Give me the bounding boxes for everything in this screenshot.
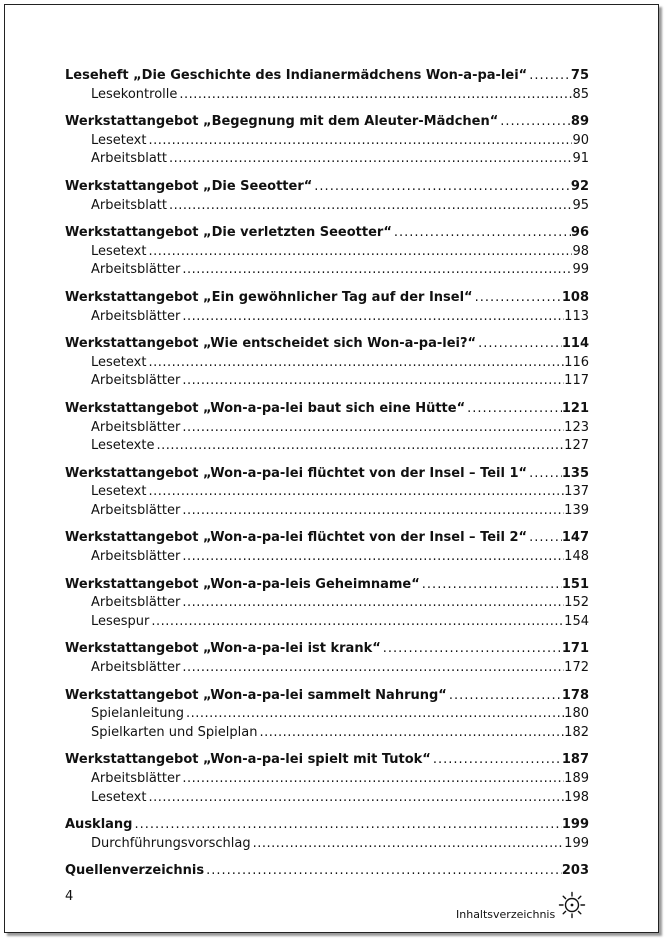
toc-subentry-label: Arbeitsblatt: [91, 197, 167, 213]
toc-section: [65, 224, 589, 280]
leader-dots: [154, 437, 564, 456]
leader-dots: [184, 705, 564, 724]
leader-dots: [465, 400, 562, 419]
leader-dots: [527, 67, 571, 86]
toc-entry-page: 92: [570, 178, 589, 194]
leader-dots: [431, 751, 562, 770]
toc-subentry: [65, 308, 589, 327]
toc-entry-page: 121: [561, 400, 589, 416]
toc-subentry: [65, 502, 589, 521]
toc-entry: [65, 751, 589, 770]
toc-entry-title: Leseheft „Die Geschichte des Indianermädchens Won-a-pa-lei“: [65, 68, 528, 83]
toc-entry-page: 135: [561, 465, 589, 481]
toc-subentry-label: Lesetext: [91, 484, 147, 500]
leader-dots: [146, 789, 564, 808]
toc-entry: [65, 224, 589, 243]
toc-entry-title: Werkstattangebot „Won-a-pa-lei spielt mit Tutok“: [65, 752, 431, 768]
leader-dots: [180, 594, 564, 613]
leader-dots: [146, 243, 572, 262]
toc-subentry-page: 182: [564, 724, 589, 740]
toc-section: [65, 178, 589, 215]
toc-section: [65, 576, 589, 632]
toc-subentry-label: Durchführungsvorschlag: [91, 835, 251, 851]
toc-subentry-page: 172: [564, 660, 589, 676]
toc-section: [65, 816, 589, 853]
toc-section: [65, 113, 589, 169]
document-page: [4, 4, 659, 933]
toc-subentry-page: 137: [564, 484, 589, 500]
toc-entry-page: 114: [561, 336, 589, 352]
toc-subentry-page: 139: [564, 502, 589, 518]
toc-entry-title: Ausklang: [65, 817, 133, 833]
toc-entry-page: 151: [561, 576, 589, 592]
leader-dots: [498, 113, 571, 132]
section-label: Inhaltsverzeichnis: [456, 908, 556, 921]
leader-dots: [447, 687, 562, 706]
toc-section: [65, 529, 589, 566]
toc-entry-page: 171: [561, 641, 589, 657]
toc-subentry-label: Arbeitsblätter: [91, 502, 181, 518]
toc-subentry: [65, 659, 589, 678]
leader-dots: [251, 835, 565, 854]
toc-entry-page: 199: [561, 817, 589, 833]
toc-subentry: [65, 86, 589, 105]
leader-dots: [180, 261, 572, 280]
toc-subentry: [65, 372, 589, 391]
toc-subentry: [65, 613, 589, 632]
leader-dots: [167, 150, 572, 169]
leader-dots: [180, 548, 564, 567]
toc-entry-page: 187: [561, 752, 589, 768]
toc-entry-page: 96: [570, 225, 589, 241]
toc-subentry: [65, 789, 589, 808]
toc-subentry-page: 152: [564, 595, 589, 611]
leader-dots: [473, 289, 562, 308]
toc-section: [65, 465, 589, 521]
leader-dots: [527, 465, 562, 484]
toc-entry: [65, 178, 589, 197]
leader-dots: [204, 862, 562, 881]
toc-subentry: [65, 770, 589, 789]
toc-subentry-page: 127: [564, 438, 589, 454]
leader-dots: [527, 529, 562, 548]
leader-dots: [180, 308, 564, 327]
toc-entry: [65, 529, 589, 548]
leader-dots: [167, 197, 572, 216]
toc-entry-page: 89: [570, 114, 589, 130]
toc-subentry-label: Arbeitsblätter: [91, 660, 181, 676]
toc-subentry: [65, 261, 589, 280]
toc-subentry-page: 113: [564, 308, 589, 324]
leader-dots: [420, 576, 562, 595]
leader-dots: [180, 770, 564, 789]
toc-entry-title: Werkstattangebot „Begegnung mit dem Aleuter-Mädchen“: [65, 114, 499, 130]
toc-section: [65, 862, 589, 881]
toc-entry: [65, 576, 589, 595]
leader-dots: [381, 640, 562, 659]
toc-subentry-label: Arbeitsblätter: [91, 549, 181, 565]
leader-dots: [177, 86, 572, 105]
toc-entry-title: Werkstattangebot „Die verletzten Seeotter“: [65, 225, 392, 241]
leader-dots: [146, 132, 572, 151]
leader-dots: [180, 372, 564, 391]
toc-subentry: [65, 705, 589, 724]
toc-entry: [65, 816, 589, 835]
toc-entry-title: Werkstattangebot „Won-a-pa-lei flüchtet von der Insel – Teil 2“: [65, 530, 528, 546]
toc-subentry: [65, 197, 589, 216]
leader-dots: [149, 613, 564, 632]
toc-entry-page: 178: [561, 687, 589, 703]
toc-entry: [65, 687, 589, 706]
toc-entry-title: Werkstattangebot „Die Seeotter“: [65, 178, 313, 194]
toc-section: [65, 289, 589, 326]
leader-dots: [180, 659, 564, 678]
leader-dots: [146, 354, 564, 373]
leader-dots: [257, 724, 564, 743]
toc-entry-title: Werkstattangebot „Won-a-pa-lei sammelt Nahrung“: [65, 687, 447, 703]
toc-subentry-page: 116: [564, 354, 589, 370]
leader-dots: [133, 816, 562, 835]
leader-dots: [180, 419, 564, 438]
toc-subentry: [65, 548, 589, 567]
toc-entry: [65, 335, 589, 354]
table-of-contents: [65, 67, 589, 890]
toc-subentry-page: 180: [564, 706, 589, 722]
toc-entry: [65, 113, 589, 132]
toc-subentry-label: Spielanleitung: [91, 706, 184, 722]
toc-section: [65, 400, 589, 456]
toc-subentry-label: Lesekontrolle: [91, 86, 178, 102]
toc-subentry-label: Lesetext: [91, 354, 147, 370]
toc-subentry-page: 98: [572, 243, 589, 259]
toc-subentry-label: Lesetexte: [91, 438, 155, 454]
toc-subentry-page: 154: [564, 613, 589, 629]
leader-dots: [180, 502, 564, 521]
toc-entry-title: Werkstattangebot „Won-a-pa-lei flüchtet von der Insel – Teil 1“: [65, 465, 528, 481]
toc-subentry: [65, 724, 589, 743]
toc-subentry-page: 199: [564, 835, 589, 851]
toc-subentry-label: Arbeitsblätter: [91, 308, 181, 324]
toc-entry: [65, 67, 589, 86]
toc-subentry-label: Arbeitsblätter: [91, 419, 181, 435]
toc-subentry-page: 99: [572, 262, 589, 278]
toc-entry-title: Werkstattangebot „Won-a-pa-leis Geheimname“: [65, 576, 420, 592]
toc-entry-title: Werkstattangebot „Wie entscheidet sich Won-a-pa-lei?“: [65, 336, 477, 352]
toc-subentry-label: Spielkarten und Spielplan: [91, 724, 258, 740]
toc-subentry-label: Arbeitsblatt: [91, 151, 167, 167]
leader-dots: [476, 335, 562, 354]
leader-dots: [146, 483, 564, 502]
toc-subentry: [65, 150, 589, 169]
toc-entry-page: 108: [561, 289, 589, 305]
toc-subentry: [65, 419, 589, 438]
toc-entry-page: 203: [561, 863, 589, 879]
leader-dots: [312, 178, 571, 197]
toc-section: [65, 67, 589, 104]
toc-subentry: [65, 354, 589, 373]
toc-subentry-label: Lesetext: [91, 132, 147, 148]
toc-entry-title: Werkstattangebot „Ein gewöhnlicher Tag auf der Insel“: [65, 289, 473, 305]
toc-subentry: [65, 132, 589, 151]
toc-entry-page: 75: [570, 68, 589, 83]
toc-subentry-label: Arbeitsblätter: [91, 771, 181, 786]
toc-subentry: [65, 243, 589, 262]
toc-entry: [65, 465, 589, 484]
toc-entry-title: Quellenverzeichnis: [65, 863, 205, 879]
toc-entry-title: Werkstattangebot „Won-a-pa-lei baut sich eine Hütte“: [65, 400, 466, 416]
toc-subentry-page: 85: [572, 86, 589, 102]
toc-subentry: [65, 483, 589, 502]
toc-subentry-page: 90: [572, 132, 589, 148]
toc-subentry-label: Lesespur: [91, 613, 150, 629]
toc-section: [65, 687, 589, 743]
toc-subentry-page: 95: [572, 197, 589, 213]
toc-subentry-page: 189: [564, 771, 589, 786]
toc-subentry: [65, 437, 589, 456]
toc-subentry-page: 117: [564, 373, 589, 389]
toc-entry: [65, 289, 589, 308]
toc-subentry-label: Lesetext: [91, 243, 147, 259]
toc-entry: [65, 640, 589, 659]
leader-dots: [392, 224, 571, 243]
toc-subentry-label: Lesetext: [91, 789, 147, 805]
sun-icon: [558, 891, 586, 919]
toc-subentry: [65, 835, 589, 854]
toc-section: [65, 640, 589, 677]
toc-subentry-page: 198: [564, 789, 589, 805]
toc-entry: [65, 862, 589, 881]
page-number: 4: [65, 889, 74, 904]
toc-subentry-label: Arbeitsblätter: [91, 373, 181, 389]
toc-subentry-page: 91: [572, 151, 589, 167]
toc-section: [65, 335, 589, 391]
toc-subentry-page: 123: [564, 419, 589, 435]
toc-subentry-label: Arbeitsblätter: [91, 595, 181, 611]
toc-entry: [65, 400, 589, 419]
toc-subentry: [65, 594, 589, 613]
toc-section: [65, 751, 589, 807]
toc-subentry-label: Arbeitsblätter: [91, 262, 181, 278]
toc-entry-title: Werkstattangebot „Won-a-pa-lei ist krank“: [65, 641, 381, 657]
toc-entry-page: 147: [561, 530, 589, 546]
toc-subentry-page: 148: [564, 549, 589, 565]
